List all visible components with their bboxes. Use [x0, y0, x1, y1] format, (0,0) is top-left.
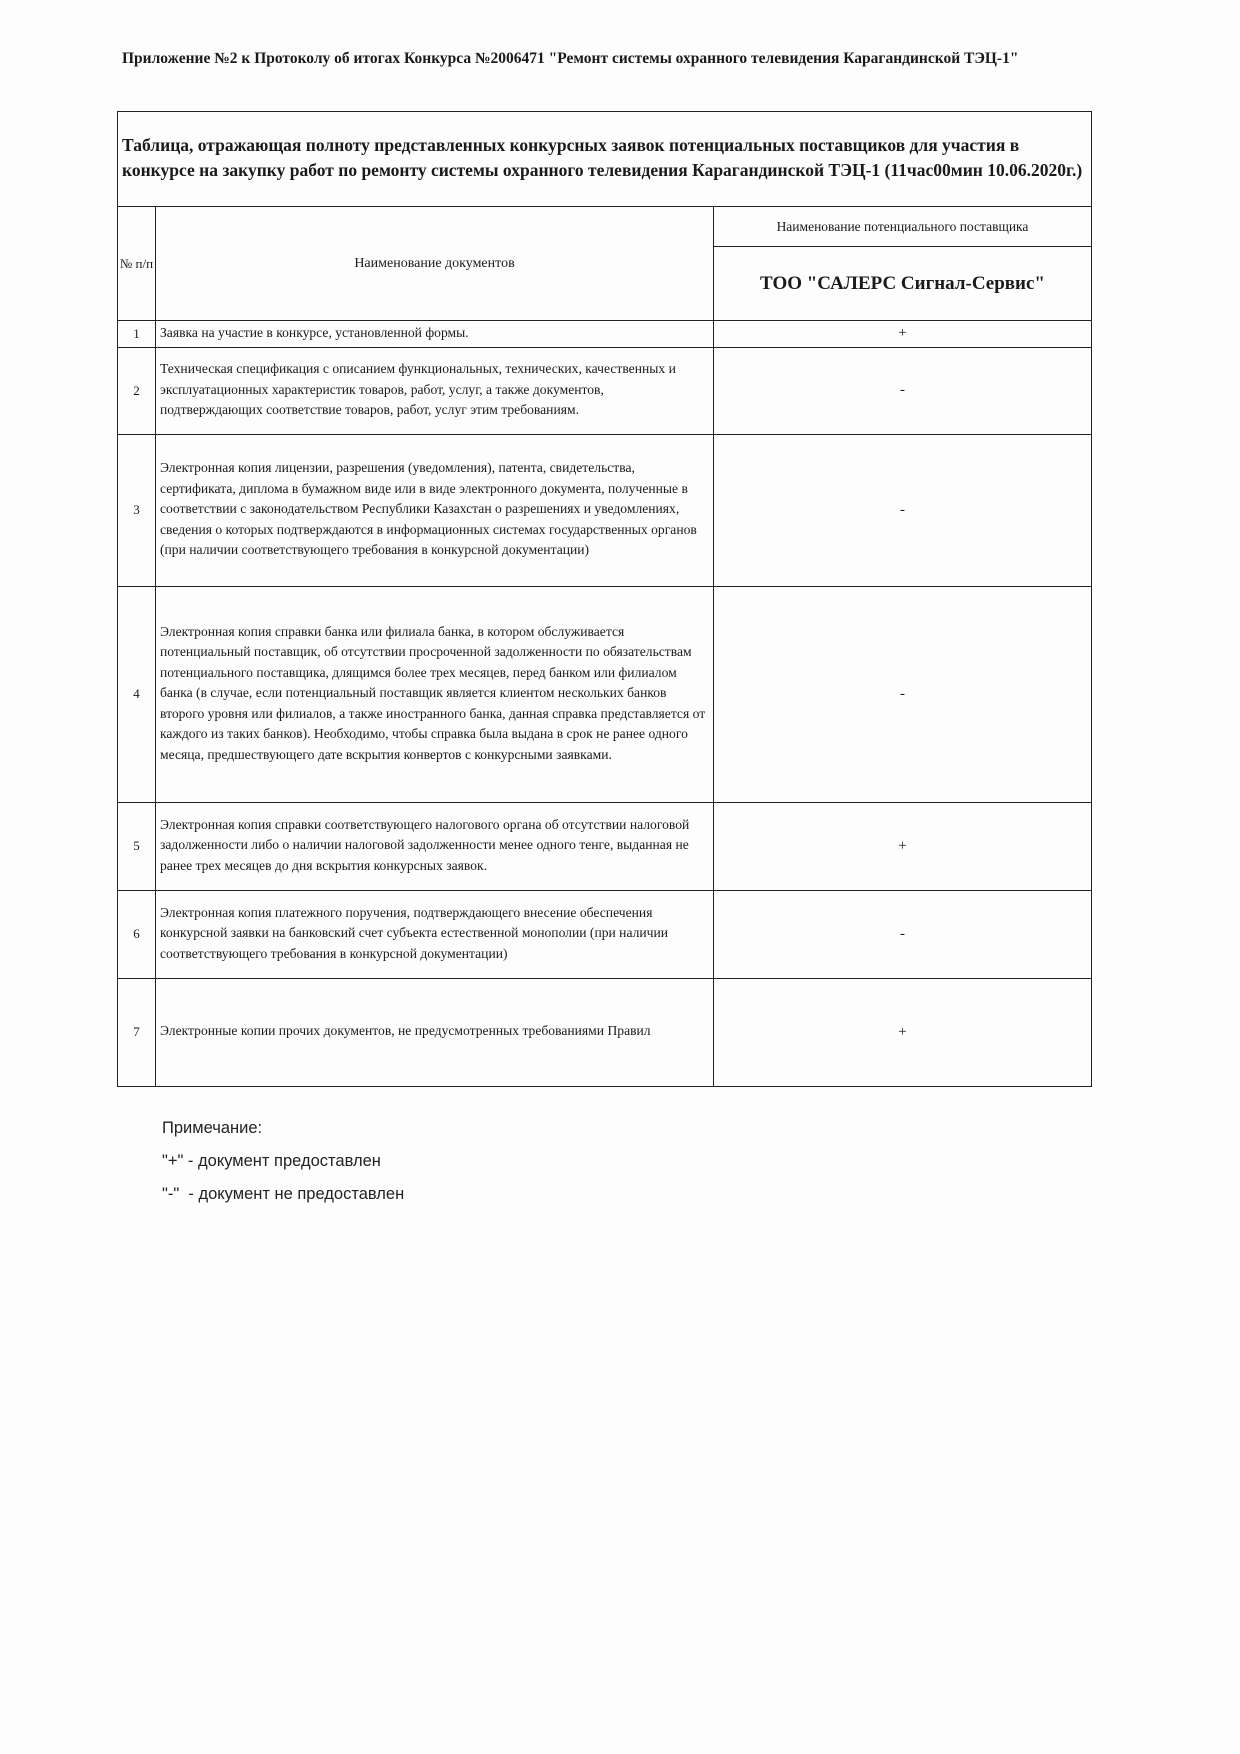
- row-description: Техническая спецификация с описанием функциональных, технических, качественных и эксплуатационных характеристик товаров, работ, услуг, а также документов, подтверждающих соответствие товаров, работ, услуг этим требованиям.: [156, 347, 714, 434]
- table-row: [118, 890, 1092, 978]
- column-documents-header: Наименование документов: [156, 207, 714, 321]
- note-minus: "-" - документ не предоставлен: [162, 1185, 405, 1203]
- table-caption: Таблица, отражающая полноту представленных конкурсных заявок потенциальных поставщиков для участия в конкурсе на закупку работ по ремонту системы охранного телевидения Карагандинской ТЭЦ-1 (11час00мин 10.06.2020г.): [118, 112, 1092, 207]
- table-row: [118, 586, 1092, 802]
- row-description: Электронная копия справки банка или филиала банка, в котором обслуживается потенциальный поставщик, об отсутствии просроченной задолженности по обязательствам потенциального поставщика, длящимся более трех месяцев, перед банком или филиалом банка (в случае, если потенциальный поставщик является клиентом нескольких банков второго уровня или филиалов, а также иностранного банка, данная справка представляется от каждого из таких банков). Необходимо, чтобы справка была выдана в срок не ранее одного месяца, предшествующего дате вскрытия конвертов с конкурсными заявками.: [156, 586, 714, 802]
- documents-table: [117, 111, 1092, 1087]
- row-description: Заявка на участие в конкурсе, установленной формы.: [156, 321, 714, 348]
- table-row: [118, 434, 1092, 586]
- row-mark: -: [714, 586, 1092, 802]
- row-number: 5: [118, 802, 156, 890]
- notes: [162, 1112, 404, 1211]
- row-description: Электронная копия платежного поручения, подтверждающего внесение обеспечения конкурсной заявки на банковский счет субъекта естественной монополии (при наличии соответствующего требования в конкурсной документации): [156, 890, 714, 978]
- row-mark: -: [714, 434, 1092, 586]
- row-mark: -: [714, 890, 1092, 978]
- row-number: 2: [118, 347, 156, 434]
- row-number: 4: [118, 586, 156, 802]
- document-heading: Приложение №2 к Протоколу об итогах Конкурса №2006471 "Ремонт системы охранного телевидения Карагандинской ТЭЦ-1": [122, 50, 1019, 67]
- row-mark: -: [714, 347, 1092, 434]
- column-supplier-header: Наименование потенциального поставщика: [714, 207, 1092, 247]
- row-number: 1: [118, 321, 156, 348]
- table-row: [118, 347, 1092, 434]
- table-row: [118, 978, 1092, 1086]
- table-row: [118, 321, 1092, 348]
- column-number-header: № п/п: [118, 207, 156, 321]
- notes-title: Примечание:: [162, 1119, 263, 1137]
- table-row: [118, 802, 1092, 890]
- row-description: Электронная копия справки соответствующего налогового органа об отсутствии налоговой задолженности либо о наличии налоговой задолженности менее одного тенге, выданная не ранее трех месяцев до дня вскрытия конкурсных заявок.: [156, 802, 714, 890]
- row-number: 3: [118, 434, 156, 586]
- row-mark: +: [714, 802, 1092, 890]
- row-number: 6: [118, 890, 156, 978]
- row-description: Электронная копия лицензии, разрешения (уведомления), патента, свидетельства, сертификата, диплома в бумажном виде или в виде электронного документа, полученные в соответствии с законодательством Республики Казахстан о разрешениях и уведомлениях, сведения о которых подтверждаются в информационных системах государственных органов (при наличии соответствующего требования в конкурсной документации): [156, 434, 714, 586]
- row-mark: +: [714, 978, 1092, 1086]
- note-plus: "+" - документ предоставлен: [162, 1152, 381, 1170]
- row-number: 7: [118, 978, 156, 1086]
- supplier-name: ТОО "САЛЕРС Сигнал-Сервис": [714, 247, 1092, 321]
- row-description: Электронные копии прочих документов, не предусмотренных требованиями Правил: [156, 978, 714, 1086]
- row-mark: +: [714, 321, 1092, 348]
